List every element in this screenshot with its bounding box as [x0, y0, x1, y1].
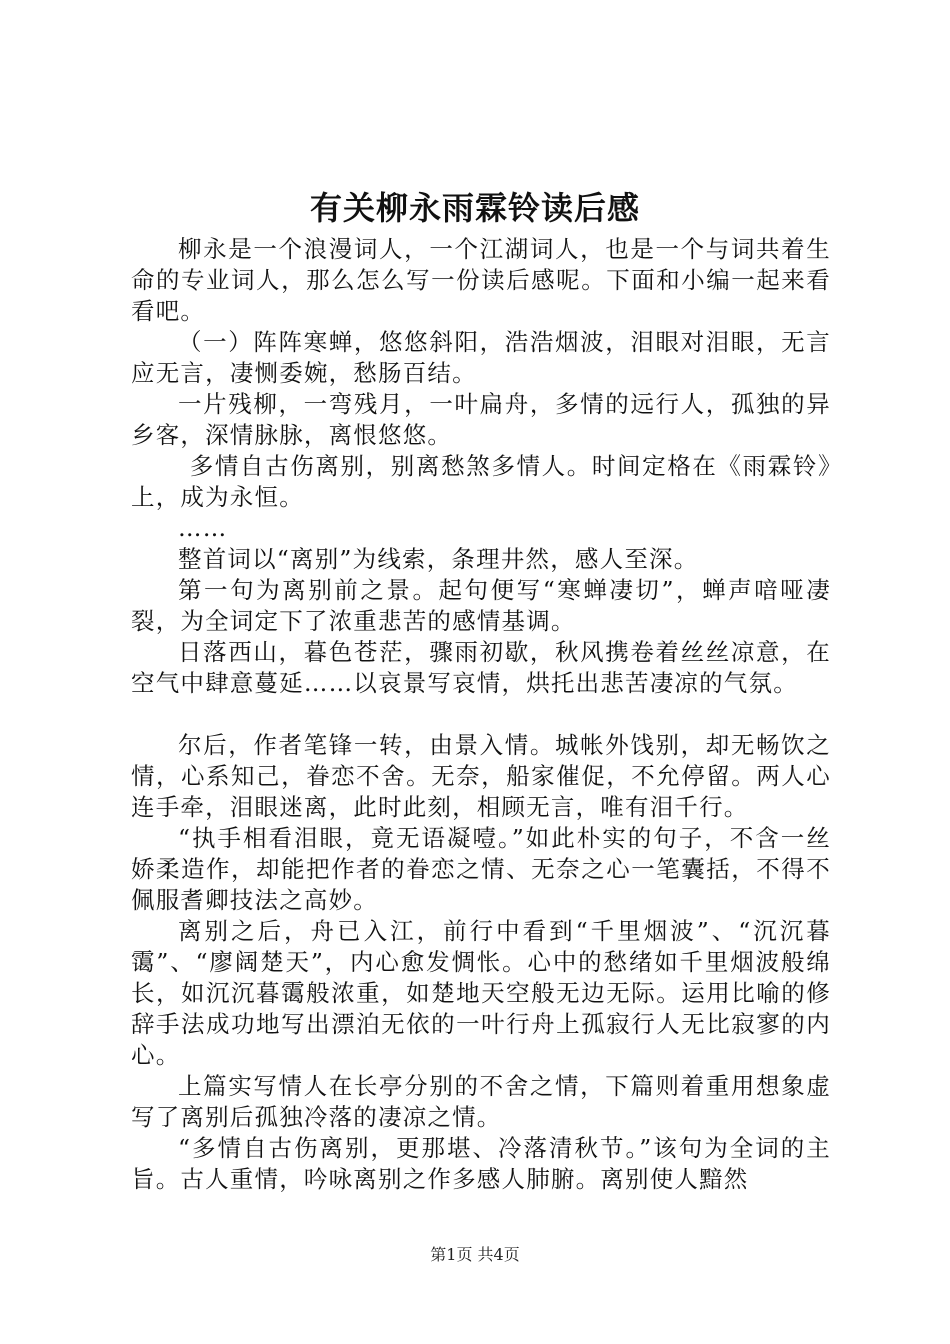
paragraph-1: （一）阵阵寒蝉，悠悠斜阳，浩浩烟波，泪眼对泪眼，无言应无言，凄恻委婉，愁肠百结。	[131, 328, 831, 387]
page-number: 第1页 共4页	[430, 1245, 520, 1264]
paragraph-9: “执手相看泪眼，竟无语凝噎。”如此朴实的句子，不含一丝娇柔造作，却能把作者的眷恋之情、无奈之心一笔囊括，不得不佩服耆卿技法之高妙。	[131, 824, 831, 914]
paragraph-3: 多情自古伤离别，别离愁煞多情人。时间定格在《雨霖铃》上，成为永恒。	[131, 452, 831, 511]
paragraph-gap	[131, 699, 831, 730]
paragraph-12: “多情自古伤离别，更那堪、冷落清秋节。”该句为全词的主旨。古人重情，吟咏离别之作多感人肺腑。离别使人黯然	[131, 1134, 831, 1193]
paragraph-11: 上篇实写情人在长亭分别的不舍之情，下篇则着重用想象虚写了离别后孤独冷落的凄凉之情。	[131, 1072, 831, 1131]
document-title: 有关柳永雨霖铃读后感	[309, 189, 640, 227]
paragraph-8: 尔后，作者笔锋一转，由景入情。城帐外饯别，却无畅饮之情，心系知己，眷恋不舍。无奈，船家催促，不允停留。两人心连手牵，泪眼迷离，此时此刻，相顾无言，唯有泪千行。	[131, 731, 831, 821]
paragraph-5: 整首词以“离别”为线索，条理井然，感人至深。	[178, 545, 699, 573]
paragraph-6: 第一句为离别前之景。起句便写“寒蝉凄切”，蝉声喑哑凄裂，为全词定下了浓重悲苦的感情基调。	[131, 576, 831, 635]
document-body	[131, 234, 831, 1195]
paragraph-2: 一片残柳，一弯残月，一叶扁舟，多情的远行人，孤独的异乡客，深情脉脉，离恨悠悠。	[131, 390, 831, 449]
paragraph-ellipsis: ……	[178, 514, 228, 542]
paragraph-intro: 柳永是一个浪漫词人，一个江湖词人，也是一个与词共着生命的专业词人，那么怎么写一份读后感呢。下面和小编一起来看看吧。	[131, 235, 831, 325]
paragraph-7: 日落西山，暮色苍茫，骤雨初歇，秋风携卷着丝丝凉意，在空气中肆意蔓延……以哀景写哀情，烘托出悲苦凄凉的气氛。	[131, 638, 831, 697]
paragraph-10: 离别之后，舟已入江，前行中看到“千里烟波”、“沉沉暮霭”、“廖阔楚天”，内心愈发惆怅。心中的愁绪如千里烟波般绵长，如沉沉暮霭般浓重，如楚地天空般无边无际。运用比喻的修辞手法成功地写出漂泊无依的一叶行舟上孤寂行人无比寂寥的内心。	[131, 917, 831, 1069]
